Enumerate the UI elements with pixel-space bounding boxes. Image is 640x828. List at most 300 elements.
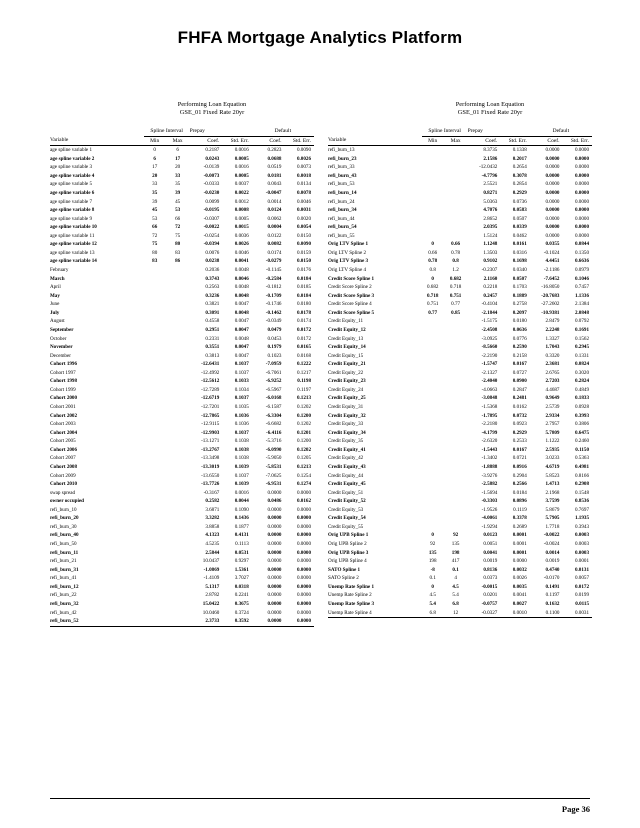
table-row [50, 172, 314, 181]
prepay-coef-cell: 0.0373 [483, 575, 498, 582]
prepay-stderr-cell: 0.0184 [512, 489, 527, 496]
variable-cell: swap spread [50, 489, 76, 496]
default-coef-cell: 0.2823 [267, 147, 282, 154]
table-row [328, 146, 592, 155]
spline-max-cell [166, 549, 190, 558]
spline-min-cell [144, 317, 166, 326]
spline-min-cell [144, 412, 166, 421]
prepay-stderr-cell: 0.0005 [234, 155, 249, 162]
default-stderr-cell: 0.2824 [574, 378, 589, 385]
default-stderr-cell: 0.0159 [296, 249, 311, 256]
spline-interval-header: Spline Interval [144, 127, 190, 136]
default-stderr-cell: 0.0031 [296, 207, 311, 214]
table-row [50, 463, 314, 472]
prepay-coef-cell: -1.3402 [481, 455, 498, 462]
variable-cell: Cohort 2009 [50, 472, 76, 479]
table-row [328, 189, 592, 198]
table-row [50, 335, 314, 344]
variable-cell: age spline variable 12 [50, 241, 97, 248]
spline-max-cell: 35 [175, 181, 181, 188]
default-coef-cell: 0.0082 [267, 241, 282, 248]
spline-min-cell [144, 335, 166, 344]
spline-max-cell: 17 [175, 155, 181, 162]
spline-max-cell [166, 369, 190, 378]
spline-min-cell: 0.66 [428, 249, 438, 256]
default-coef-cell: 2.6765 [545, 369, 560, 376]
table-row [50, 326, 314, 335]
spline-max-cell: 80 [175, 241, 181, 248]
spline-min-cell [144, 514, 166, 523]
variable-cell: Orig LTV Spline 2 [328, 249, 367, 256]
spline-min-cell [144, 506, 166, 515]
prepay-stderr-cell: 0.0046 [234, 249, 249, 256]
spline-max-cell [166, 275, 190, 284]
default-stderr-cell: 0.7457 [574, 284, 589, 291]
prepay-coef-cell: 0.2457 [483, 292, 498, 299]
spline-min-cell [422, 463, 444, 472]
prepay-stderr-cell: 0.1035 [234, 404, 249, 410]
prepay-coef-cell: -0.0757 [481, 600, 498, 607]
default-coef-cell: 0.4740 [545, 566, 560, 573]
default-coef-cell: -0.1024 [543, 249, 560, 256]
table-row [328, 215, 592, 224]
default-stderr-cell: 0.0178 [296, 309, 311, 316]
table-row [50, 446, 314, 455]
spline-min-cell: 135 [428, 549, 437, 556]
prepay-stderr-cell: 0.0048 [234, 267, 249, 273]
default-coef-cell: 0.0122 [267, 232, 282, 239]
default-stderr-cell: 0.1350 [574, 249, 589, 256]
prepay-stderr-cell: 0.1436 [234, 515, 249, 522]
spline-min-cell [422, 437, 444, 446]
spline-max-cell: 198 [451, 549, 460, 556]
spline-max-cell [444, 335, 468, 344]
variable-cell: refi_burn_32 [50, 600, 79, 607]
spline-max-cell: 6 [176, 147, 179, 154]
default-coef-header: Coef. [530, 136, 563, 146]
variable-cell: refi_burn_34 [328, 207, 357, 214]
prepay-coef-cell: 2.1160 [483, 275, 498, 282]
prepay-stderr-cell: 0.0161 [512, 241, 527, 248]
variable-cell: refi_burn_11 [50, 549, 79, 556]
spline-max-cell [444, 180, 468, 189]
prepay-stderr-cell: 0.0727 [512, 369, 527, 376]
default-coef-cell: 0.0124 [267, 207, 282, 214]
spline-min-cell: 0.8 [429, 267, 436, 273]
table-row [328, 386, 592, 395]
spline-min-cell: 39 [152, 198, 158, 205]
variable-cell: Credit Score Spline 3 [328, 292, 375, 299]
spline-max-cell [166, 514, 190, 523]
default-coef-cell: 2.8479 [545, 318, 560, 325]
table-row [50, 377, 314, 386]
table-row [50, 163, 314, 172]
table-row [50, 283, 314, 292]
spline-min-cell [422, 386, 444, 395]
default-stderr-cell: 0.0000 [296, 541, 311, 547]
table-row [50, 215, 314, 224]
default-coef-cell: 2.9334 [545, 412, 560, 419]
spline-min-cell [422, 429, 444, 438]
table-row [328, 283, 592, 292]
prepay-coef-cell: -13.1271 [201, 438, 220, 445]
spline-max-cell [444, 463, 468, 472]
spline-max-cell [444, 480, 468, 489]
variable-cell: Credit Equity_14 [328, 344, 366, 351]
prepay-coef-cell: 0.0243 [205, 155, 220, 162]
prepay-stderr-cell: 0.3078 [512, 172, 527, 179]
prepay-stderr-cell: 0.0462 [512, 232, 527, 239]
variable-cell: Credit Equity_11 [328, 318, 364, 325]
variable-cell: Cohort 1996 [50, 361, 78, 368]
table-row [50, 506, 314, 515]
spline-max-cell [166, 489, 190, 498]
default-stderr-cell: 0.0174 [296, 318, 311, 325]
prepay-coef-cell: -2.5882 [481, 481, 498, 488]
default-coef-cell: 0.0000 [267, 532, 282, 539]
prepay-stderr-cell: 0.0044 [234, 498, 249, 505]
default-stderr-cell: 0.0000 [574, 164, 589, 171]
prepay-stderr-cell: 0.0316 [512, 249, 527, 256]
prepay-coef-cell: -2.1844 [481, 309, 498, 316]
variable-cell: age spline variable 4 [50, 172, 95, 179]
prepay-stderr-cell: 0.2654 [512, 164, 527, 171]
table-row [328, 412, 592, 421]
spline-min-cell [144, 497, 166, 506]
default-coef-cell: -7.0625 [265, 472, 282, 479]
prepay-coef-cell: -0.0394 [203, 241, 220, 248]
default-coef-cell: 2.7957 [545, 421, 560, 428]
spline-min-cell [144, 352, 166, 361]
default-coef-cell: 0.0000 [267, 558, 282, 565]
default-coef-cell: 5.8523 [545, 472, 560, 479]
prepay-coef-cell: -8.5660 [481, 344, 498, 351]
prepay-coef-cell: -13.3019 [201, 463, 220, 470]
max-header: Max [166, 136, 190, 146]
default-coef-cell: 0.0000 [545, 181, 560, 188]
prepay-stderr-cell: 0.0896 [512, 498, 527, 505]
table-row [50, 317, 314, 326]
table-row [328, 463, 592, 472]
spline-min-cell [422, 206, 444, 215]
prepay-coef-cell: -12.4992 [201, 369, 220, 376]
spline-min-cell [144, 591, 166, 600]
variable-cell: age spline variable 2 [50, 155, 95, 162]
prepay-stderr-cell: 0.1037 [234, 361, 249, 368]
spline-min-cell [144, 369, 166, 378]
variable-cell: age spline variable 13 [50, 249, 95, 256]
prepay-coef-cell: -0.3303 [481, 498, 498, 505]
spline-max-cell [166, 420, 190, 429]
table-row [328, 369, 592, 378]
default-stderr-cell: 0.0000 [296, 515, 311, 522]
table-row [328, 557, 592, 566]
default-stderr-cell: 0.0078 [296, 189, 311, 196]
min-header: Min [144, 136, 166, 146]
table-row [328, 591, 592, 600]
variable-cell: refi_burn_22 [50, 592, 77, 599]
table-row [50, 180, 314, 189]
default-coef-cell: 3.7599 [545, 498, 560, 505]
variable-cell: December [50, 352, 71, 359]
spline-max-cell [166, 463, 190, 472]
default-stderr-cell: 0.2460 [574, 438, 589, 445]
variable-cell: age spline variable 3 [50, 164, 93, 171]
spline-min-cell [144, 574, 166, 583]
spline-min-cell [422, 369, 444, 378]
variable-cell: refi_burn_41 [50, 575, 77, 582]
spline-min-cell [422, 497, 444, 506]
variable-cell: Credit Equity_34 [328, 429, 366, 436]
variable-cell: Orig UPB Spline 3 [328, 549, 369, 556]
prepay-coef-cell: 0.0201 [483, 592, 498, 599]
default-coef-cell: 0.0000 [545, 215, 560, 222]
default-stderr-cell: 0.4849 [574, 386, 589, 393]
table-row [50, 429, 314, 438]
variable-cell: refi_burn_40 [50, 532, 79, 539]
default-coef-cell: -0.2584 [265, 275, 282, 282]
prepay-stderr-cell: 0.0012 [234, 198, 249, 205]
spline-max-cell [166, 386, 190, 395]
default-coef-cell: 3.0233 [545, 455, 560, 462]
variable-cell: Credit Equity_53 [328, 506, 364, 513]
default-coef-cell: -6.5967 [265, 386, 282, 393]
table-row [328, 489, 592, 498]
prepay-coef-cell: 2.5844 [205, 549, 220, 556]
table-row [50, 249, 314, 258]
spline-max-cell [166, 574, 190, 583]
prepay-coef-cell: 0.3091 [205, 309, 220, 316]
spline-min-cell [144, 360, 166, 369]
spline-max-cell [166, 454, 190, 463]
prepay-coef-cell: 0.2331 [205, 335, 220, 342]
default-stderr-cell: 0.0090 [296, 241, 311, 248]
default-stderr-cell: 0.1200 [296, 438, 311, 445]
prepay-coef-cell: 10.0460 [202, 609, 220, 616]
spline-min-cell [422, 480, 444, 489]
prepay-stderr-cell: 0.1338 [512, 147, 527, 154]
default-coef-cell: 2.5935 [545, 446, 560, 453]
prepay-coef-cell: 4.7076 [483, 207, 498, 214]
prepay-stderr-cell: 0.0041 [512, 592, 527, 599]
prepay-stderr-cell: 0.2904 [512, 472, 527, 479]
spline-max-cell: 53 [175, 207, 181, 214]
table-row [50, 232, 314, 241]
prepay-coef-cell: -13.2767 [201, 446, 220, 453]
spline-min-cell: 92 [430, 541, 436, 547]
variable-cell: refi_burn_23 [328, 155, 357, 162]
prepay-stderr-cell: 0.2097 [512, 309, 527, 316]
spline-max-cell [166, 283, 190, 292]
spline-max-cell [166, 292, 190, 301]
spline-max-cell [166, 309, 190, 318]
prepay-coef-cell: 0.8136 [483, 566, 498, 573]
prepay-stderr-cell: 0.1034 [234, 386, 249, 393]
spline-min-cell [144, 420, 166, 429]
spline-min-cell [144, 566, 166, 575]
prepay-coef-cell: -12.7201 [201, 404, 220, 410]
spline-min-cell [144, 275, 166, 284]
default-stderr-cell: 0.0020 [296, 215, 311, 222]
prepay-stderr-cell: 0.0167 [512, 446, 527, 453]
default-stderr-cell: 0.4981 [574, 463, 589, 470]
prepay-stderr-cell: 0.0015 [234, 224, 249, 231]
spline-max-cell [444, 232, 468, 241]
default-stderr-header: Std. Err. [562, 136, 592, 146]
default-stderr-cell: 0.0979 [574, 267, 589, 273]
variable-cell: Cohort 2006 [50, 446, 78, 453]
spline-max-cell: 0.718 [449, 284, 462, 291]
default-coef-cell: 0.1491 [545, 583, 560, 590]
spline-max-cell [444, 317, 468, 326]
variable-cell: age spline variable 11 [50, 232, 95, 239]
variable-cell: refi_burn_31 [50, 566, 79, 573]
column-header-row [328, 136, 592, 146]
spline-max-cell [444, 523, 468, 532]
spline-max-cell [444, 223, 468, 232]
variable-cell: Orig UPB Spline 4 [328, 558, 367, 565]
prepay-stderr-cell: 0.0026 [512, 575, 527, 582]
default-coef-cell: 2.3681 [545, 361, 560, 368]
table-row [328, 609, 592, 618]
spline-max-cell: 0.78 [451, 249, 461, 256]
default-stderr-cell: 0.0000 [296, 566, 311, 573]
prepay-coef-cell: -1.8888 [481, 463, 498, 470]
prepay-stderr-cell: 0.1037 [234, 369, 249, 376]
prepay-coef-cell: -1.4109 [203, 575, 220, 582]
default-coef-cell: -20.7683 [541, 292, 560, 299]
prepay-coef-cell: 0.4558 [205, 318, 220, 325]
prepay-stderr-cell: 0.1703 [512, 284, 527, 291]
page-title: FHFA Mortgage Analytics Platform [177, 28, 463, 47]
prepay-coef-cell: -2.2190 [481, 352, 498, 359]
default-header: Default [530, 127, 592, 136]
prepay-coef-cell: 0.2582 [205, 498, 220, 505]
table-row [50, 292, 314, 301]
spline-min-cell [422, 454, 444, 463]
prepay-stderr-cell: 0.0339 [512, 224, 527, 231]
prepay-stderr-cell: 0.0736 [512, 198, 527, 205]
spline-min-cell: 45 [152, 207, 158, 214]
prepay-coef-cell: -1.0869 [203, 566, 220, 573]
variable-cell: Credit Equity_24 [328, 386, 364, 393]
spline-max-cell: 4.5 [452, 583, 459, 590]
default-coef-cell: 0.0174 [267, 249, 282, 256]
default-stderr-cell: 0.0000 [296, 549, 311, 556]
prepay-stderr-cell: 3.7027 [234, 575, 249, 582]
prepay-coef-cell: -0.0073 [203, 172, 220, 179]
default-stderr-cell: 0.0090 [296, 147, 311, 154]
prepay-stderr-cell: 0.0026 [234, 241, 249, 248]
spline-max-cell [166, 617, 190, 626]
prepay-coef-cell: -2.4508 [481, 326, 498, 333]
prepay-coef-cell: -3.9276 [481, 472, 498, 479]
prepay-stderr-cell: 0.1037 [234, 472, 249, 479]
default-coef-cell: 0.0000 [267, 600, 282, 607]
default-stderr-cell: 0.0031 [562, 609, 592, 618]
spline-max-cell [444, 369, 468, 378]
table-row [50, 574, 314, 583]
default-coef-cell: -6.4116 [266, 429, 282, 436]
default-stderr-cell: 0.1274 [296, 481, 311, 488]
variable-cell: Cohort 2003 [50, 421, 76, 428]
spline-min-cell: 0 [431, 583, 434, 590]
default-stderr-cell: 0.1046 [574, 275, 589, 282]
prepay-coef-header: Coef. [190, 136, 223, 146]
table-row [328, 583, 592, 592]
default-stderr-cell: 0.8536 [574, 498, 589, 505]
prepay-stderr-cell: 0.0047 [234, 326, 249, 333]
table-row [328, 446, 592, 455]
default-coef-cell: -0.0024 [543, 541, 560, 547]
default-stderr-cell: 0.0150 [296, 232, 311, 239]
prepay-coef-cell: -1.5368 [481, 404, 498, 410]
spline-max-cell: 12 [444, 609, 468, 618]
default-coef-cell: -6.9252 [265, 378, 282, 385]
variable-cell: age spline variable 1 [50, 147, 93, 154]
prepay-coef-cell: -0.0015 [481, 583, 498, 590]
default-stderr-cell: 0.0001 [574, 558, 589, 565]
spline-min-cell [144, 472, 166, 481]
prepay-stderr-cell: 0.1877 [234, 523, 249, 530]
spline-max-cell: 0.77 [451, 301, 461, 308]
panel-subtitle: GSE_01 Fixed Rate 20yr [179, 109, 245, 116]
table-row [50, 386, 314, 395]
column-header-row [50, 136, 314, 146]
default-stderr-cell: 0.0176 [296, 267, 311, 273]
default-stderr-cell: 0.0115 [575, 600, 589, 607]
prepay-coef-cell: 2.3733 [190, 617, 223, 626]
spline-min-cell: 80 [152, 249, 158, 256]
prepay-coef-cell: 0.0019 [483, 558, 498, 565]
spline-max-cell [444, 446, 468, 455]
default-coef-cell: 2.7203 [545, 378, 560, 385]
spline-min-cell [422, 198, 444, 207]
spline-max-cell [444, 146, 468, 155]
default-stderr-cell: 0.0162 [296, 498, 311, 505]
variable-cell: age spline variable 14 [50, 258, 97, 265]
default-stderr-cell: 0.0185 [296, 284, 311, 291]
spline-min-cell: 83 [152, 258, 158, 265]
prepay-stderr-cell: 0.0340 [512, 267, 527, 273]
coefficient-rows-left [50, 146, 314, 627]
default-stderr-cell: 0.0000 [574, 224, 589, 231]
spline-min-cell [144, 489, 166, 498]
spline-min-cell [422, 155, 444, 164]
default-stderr-cell: 0.1217 [296, 369, 311, 376]
spline-min-cell [422, 514, 444, 523]
prepay-coef-cell: -13.3498 [201, 455, 220, 462]
default-stderr-cell: 0.0000 [574, 181, 589, 188]
spline-max-cell [166, 531, 190, 540]
prepay-stderr-header: Std. Err. [500, 136, 529, 146]
table-row [50, 360, 314, 369]
spline-max-cell [444, 352, 468, 361]
spline-min-cell [422, 343, 444, 352]
prepay-coef-cell: -0.3167 [203, 489, 220, 496]
prepay-stderr-cell: 0.4131 [234, 532, 249, 539]
spline-min-cell [144, 617, 166, 626]
table-row [328, 292, 592, 301]
prepay-stderr-cell: 0.0048 [234, 309, 249, 316]
variable-cell: Cohort 1997 [50, 369, 76, 376]
spline-max-cell: 1.2 [452, 267, 459, 273]
default-coef-cell: 0.0000 [267, 592, 282, 599]
prepay-header: Prepay [190, 127, 252, 136]
table-row [328, 198, 592, 207]
spline-interval-header: Spline Interval [422, 127, 468, 136]
variable-cell: refi_burn_52 [50, 617, 144, 626]
